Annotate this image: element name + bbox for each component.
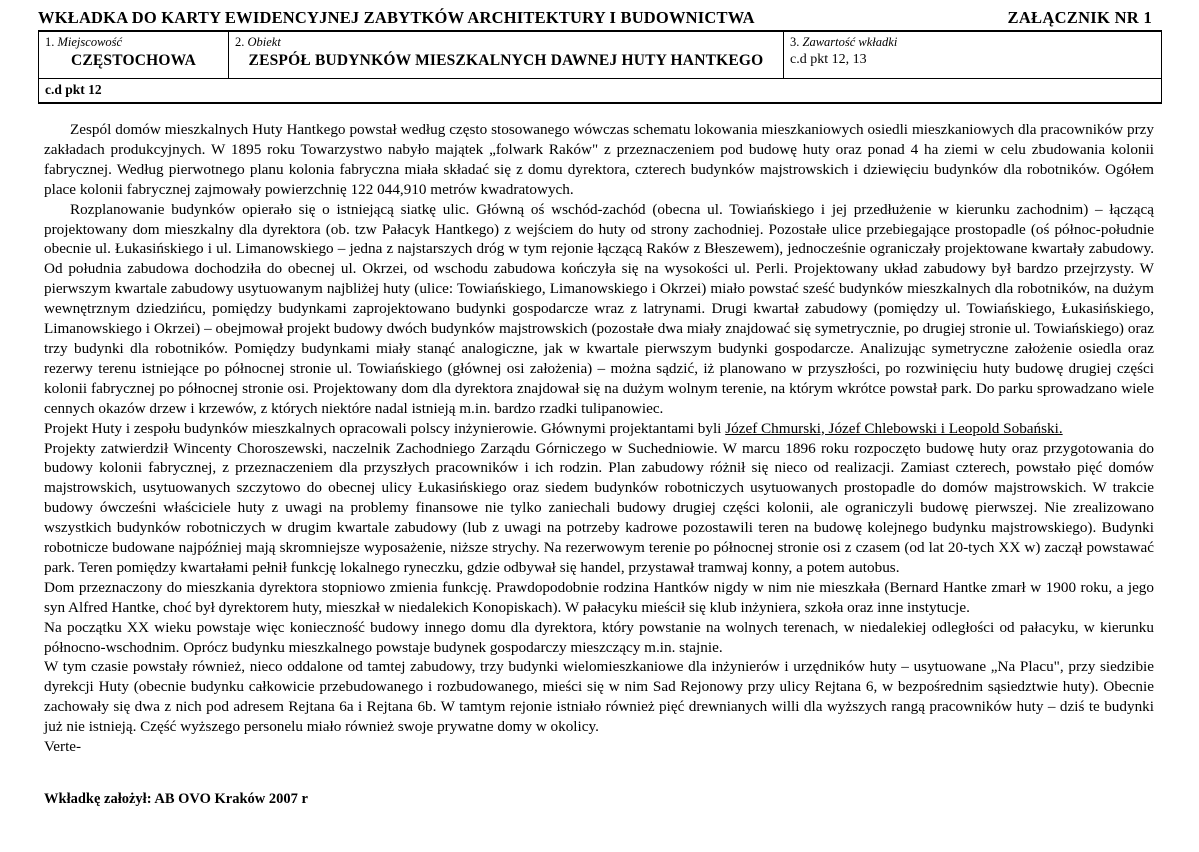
object-value: ZESPÓŁ BUDYNKÓW MIESZKALNYCH DAWNEJ HUTY HANTKEGO xyxy=(248,52,764,69)
paragraph-3-lead: Projekt Huty i zespołu budynków mieszkalnych opracowali polscy inżynierowie. Głównymi projektantami byli xyxy=(44,419,726,437)
document-title: WKŁADKA DO KARTY EWIDENCYJNEJ ZABYTKÓW ARCHITEKTURY I BUDOWNICTWA xyxy=(38,8,755,27)
contents-label xyxy=(790,35,1155,50)
contents-number: 3. xyxy=(790,35,800,49)
paragraph-2: Rozplanowanie budynków opierało się o istniejącą siatkę ulic. Główną oś wschód-zachód (obecna ul. Towiańskiego i jej przedłużenie w kierunku zachodnim) – łączącą projektowany dom mieszkalny dla dyrektora (ob. tzw Pałacyk Hantkego) z wejściem do huty od strony zachodniej. Pozostałe ulice przebiegające prostopadle (oś północ-południe obecnie ul. Łukasińskiego i ul. Limanowskiego – jedna z najstarszych dróg w tym rejonie łączącą Raków z Błeszewem), jednocześnie ograniczały projektowane kwartały zabudowy. Od południa zabudowa dochodziła do obecnej ul. Okrzei, od wschodu zabudowa kończyła się na wysokości ul. Perli. Projektowany układ zabudowy był bardzo przejrzysty. W pierwszym kwartale zabudowy usytuowanym najbliżej huty (ulice: Towiańskiego, Limanowskiego i Okrzei) miało powstać sześć budynków mieszkalnych dla robotników, na dużym wewnętrznym dziedzińcu, pomiędzy budynkami zaprojektowano budynki gospodarcze wraz z latrynami. Drugi kwartał zabudowy (pomiędzy ul. Towiańskiego, Łukasińskiego, Limanowskiego i Okrzei) – obejmował projekt budowy dwóch budynków majstrowskich (pozostałe dwa miały znajdować się symetrycznie, po drugiej stronie ul. Towiańskiego) oraz trzy budynki dla robotników. Pomiędzy budynkami miały stanąć analogiczne, jak w kwartale pierwszym budynki gospodarcze. Analizując symetryczne założenie osiedla oraz rezerwy terenu istniejące po północnej stronie ul. Towiańskiego (głównej osi założenia) – można sądzić, iż planowano w przyszłości, po rozwinięciu huty budowę drugiej części kolonii fabrycznej po północnej stronie osi. Projektowany dom dla dyrektora znajdował się na dużym wolnym terenie, na którym wkrótce powstał park. Do parku sprowadzano wiele cennych okazów drzew i krzewów, z których niektóre nadal istnieją m.in. bardzo rzadki tulipanowiec. xyxy=(44,200,1154,417)
locality-label-text: Miejscowość xyxy=(57,35,123,49)
record-sheet xyxy=(38,8,1162,808)
paragraph-4: Projekty zatwierdził Wincenty Choroszewski, naczelnik Zachodniego Zarządu Górniczego w Suchedniowie. W marcu 1896 roku rozpoczęto budowę huty oraz przygotowania do budowy kolonii fabrycznej, z przeznaczeniem dla przyszłych pracowników i ich rodzin. Plan zabudowy różnił się nieco od realizacji. Zamiast czterech, powstało pięć domów majstrowskich, usytuowanych szczytowo do obecnej ulicy Łukasińskiego oraz siedem budynków robotniczych usytuowanych prostopadle do domów majstrowskich. W trakcie budowy ówcześni właściciele huty z uwagi na problemy finansowe nie tylko zaniechali budowy drugiej części kolonii, ale ograniczyli budowę pierwszej. Nie zrealizowano wszystkich budynków robotniczych w drugim kwartale zabudowy (lub z uwagi na potrzeby kadrowe pozostawili teren na budowę kolejnego budynku majstrowskiego). Budynki robotnicze budowane najpóźniej mają skromniejsze wyposażenie, niższe strychy. Na rezerwowym terenie po północnej stronie osi z czasem (od lat 20-tych XX w) zaczął powstawać park. Teren pomiędzy kwartałami pełnił funkcję lokalnego ryneczku, gdzie odbywał się handel, przystawał tramwaj konny, a potem autobus. xyxy=(44,439,1154,576)
paragraph-6: Na początku XX wieku powstaje więc konieczność budowy innego domu dla dyrektora, który powstanie na wolnych terenach, w niedalekiej odległości od pałacyku, w kierunku północno-wschodnim. Oprócz budynku mieszkalnego powstaje budynek gospodarczy mieszczący m.in. stajnie. xyxy=(44,618,1154,656)
locality-label xyxy=(45,35,222,50)
paragraph-1: Zespól domów mieszkalnych Huty Hantkego powstał według często stosowanego wówczas schematu lokowania mieszkaniowych osiedli mieszkaniowych dla pracowników przy zakładach produkcyjnych. W 1895 roku Towarzystwo nabyło majątek „folwark Raków" z przeznaczeniem pod budowę huty oraz ponad 4 ha ziemi w celu zbudowania kolonii fabrycznej. Według pierwotnego planu kolonia fabryczna miała składać się z domu dyrektora, czterech budynków majstrowskich i dziewięciu budynków dla robotników. Ogółem place kolonii fabrycznej zajmowały powierzchnię 122 044,910 metrów kwadratowych. xyxy=(44,121,1154,198)
header-table xyxy=(38,32,1162,79)
object-label xyxy=(235,35,777,50)
annex-number: ZAŁĄCZNIK NR 1 xyxy=(1007,8,1152,27)
locality-value: CZĘSTOCHOWA xyxy=(70,52,197,69)
document-header xyxy=(38,8,1162,32)
object-number: 2. xyxy=(235,35,245,49)
locality-number: 1. xyxy=(45,35,55,49)
paragraph-3 xyxy=(44,419,1154,439)
header-cell-contents xyxy=(784,32,1161,78)
header-cell-locality xyxy=(39,32,229,78)
contents-value: c.d pkt 12, 13 xyxy=(790,52,867,67)
header-cell-object xyxy=(229,32,784,78)
paragraph-5: Dom przeznaczony do mieszkania dyrektora stopniowo zmienia funkcję. Prawdopodobnie rodzina Hantków nigdy w nim nie mieszkała (Bernard Hantke zmarł w 1900 roku, a jego syn Alfred Hantke, choć był dyrektorem huty, mieszkał w niedalekich Konopiskach). W pałacyku mieścił się klub inżyniera, szkoła oraz inne instytucje. xyxy=(44,578,1154,616)
body-text xyxy=(38,120,1162,757)
paragraph-8: Verte- xyxy=(44,738,82,756)
paragraph-7: W tym czasie powstały również, nieco oddalone od tamtej zabudowy, trzy budynki wielomieszkaniowe dla inżynierów i urzędników huty – usytuowane „Na Placu", przy siedzibie dyrekcji Huty (obecnie budynku całkowicie przebudowanego i rozbudowanego, mieści się w nim Sad Rejonowy przy ulicy Rejtana 6, w bezpośrednim sąsiedztwie huty). Obecnie zachowały się dwa z nich pod adresem Rejtana 6a i Rejtana 6b. W tamtym rejonie istniało również pięć drewnianych willi dla wyższych rangą pracowników huty – dziś te budynki już nie istnieją. Część wyższego personelu miało również swoje prywatne domy w okolicy. xyxy=(44,658,1154,736)
object-label-text: Obiekt xyxy=(247,35,281,49)
designers-names: Józef Chmurski, Józef Chlebowski i Leopold Sobański. xyxy=(725,419,1063,437)
section-continuation-label: c.d pkt 12 xyxy=(38,79,1162,104)
contents-label-text: Zawartość wkładki xyxy=(802,35,898,49)
footer-note: Wkładkę założył: AB OVO Kraków 2007 r xyxy=(44,791,308,807)
